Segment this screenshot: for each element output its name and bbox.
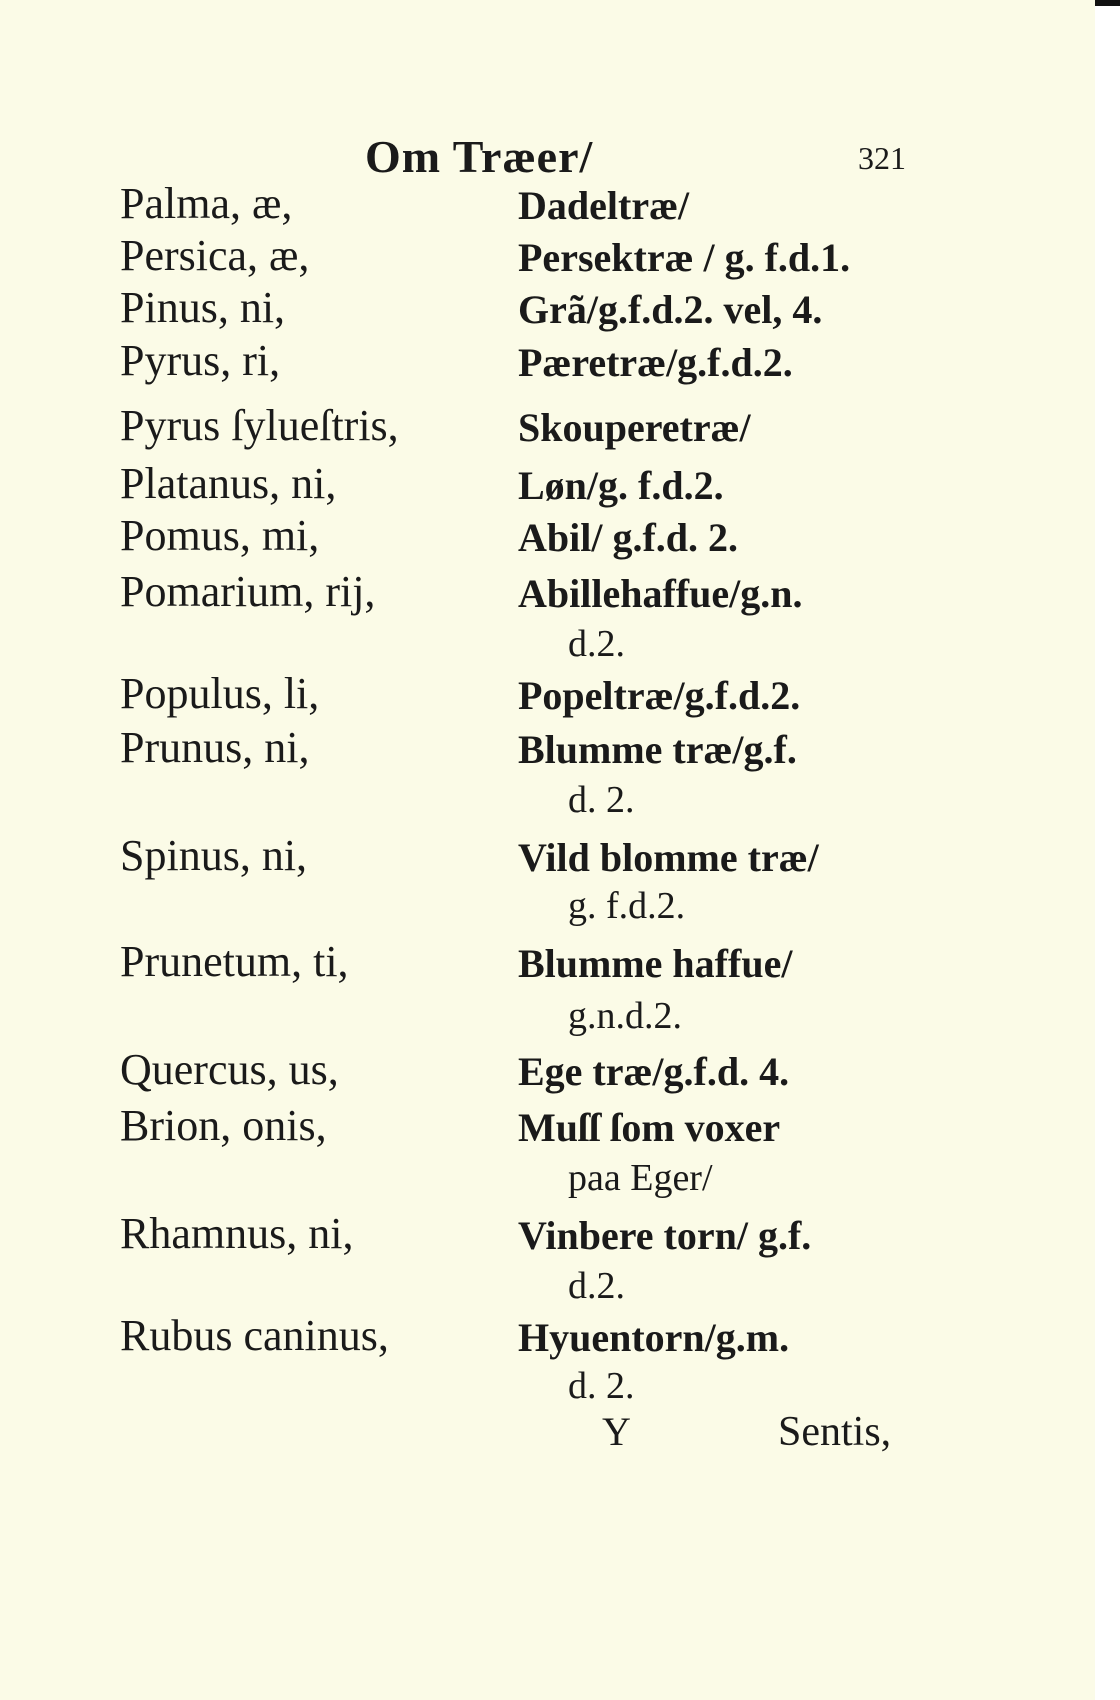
latin-term: Rhamnus, ni, [120,1209,354,1258]
vernacular-term: Muſſ ſom voxer [518,1105,781,1150]
catchword: Sentis, [778,1409,892,1455]
vernacular-term: Persektræ / g. f.d.1. [518,235,851,280]
vernacular-continuation: d. 2. [568,779,635,821]
latin-term: Rubus caninus, [120,1311,389,1360]
running-header: Om Træer/ [365,131,594,182]
vernacular-term: Vild blomme træ/ [518,835,819,880]
vernacular-term: Hyuentorn/g.m. [518,1315,790,1360]
latin-term: Platanus, ni, [120,459,337,508]
vernacular-term: Abillehaffue/g.n. [518,571,803,616]
vernacular-term: Ege træ/g.f.d. 4. [518,1049,790,1094]
latin-term: Quercus, us, [120,1045,339,1094]
vernacular-term: Blumme træ/g.f. [518,727,797,772]
vernacular-term: Vinbere torn/ g.f. [518,1213,812,1258]
vernacular-term: Abil/ g.f.d. 2. [518,515,739,560]
vernacular-term: Skouperetræ/ [518,405,751,450]
latin-term: Prunus, ni, [120,723,310,772]
vernacular-term: Popeltræ/g.f.d.2. [518,673,801,718]
latin-term: Pomus, mi, [120,511,320,560]
latin-term: Persica, æ, [120,231,310,280]
vernacular-continuation: g. f.d.2. [568,885,686,927]
vernacular-term: Grã/g.f.d.2. vel, 4. [518,287,823,332]
vernacular-term: Blumme haffue/ [518,941,793,986]
latin-term: Spinus, ni, [120,831,308,880]
vernacular-term: Dadeltræ/ [518,183,690,228]
vernacular-continuation: paa Eger/ [568,1157,713,1199]
latin-term: Pinus, ni, [120,283,286,332]
latin-term: Pyrus, ri, [120,336,281,385]
latin-term: Prunetum, ti, [120,937,349,986]
vernacular-continuation: d. 2. [568,1365,635,1407]
vernacular-term: Løn/g. f.d.2. [518,463,724,508]
latin-term: Pyrus ſylueſtris, [120,401,399,450]
latin-term: Pomarium, rij, [120,567,376,616]
vernacular-term: Pæretræ/g.f.d.2. [518,340,793,385]
scan-edge [1095,0,1120,1700]
latin-term: Palma, æ, [120,179,293,228]
vernacular-continuation: g.n.d.2. [568,995,682,1037]
latin-term: Brion, onis, [120,1101,327,1150]
latin-term: Populus, li, [120,669,320,718]
page-number: 321 [858,140,906,176]
vernacular-continuation: d.2. [568,623,625,665]
scan-edge-mark [1095,0,1120,6]
vernacular-continuation: d.2. [568,1265,625,1307]
signature-mark: Y [602,1409,631,1454]
